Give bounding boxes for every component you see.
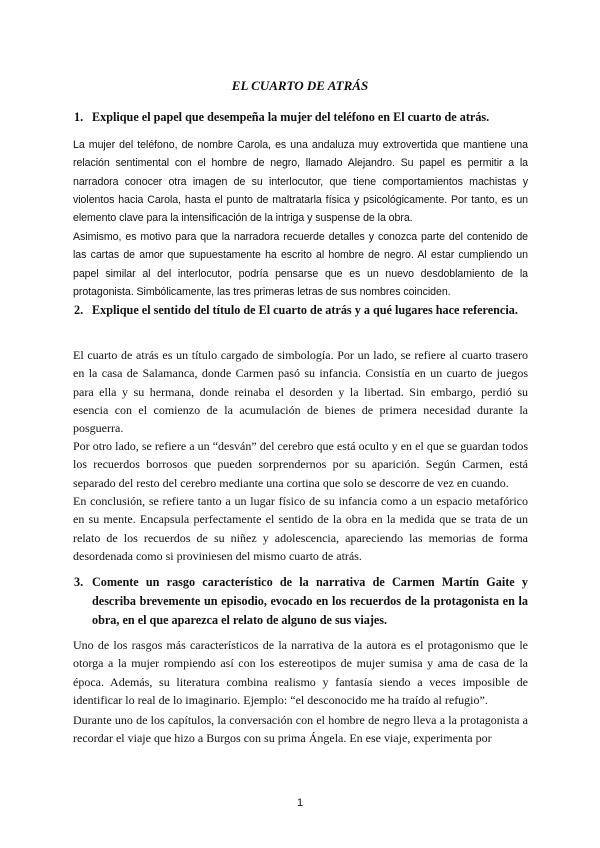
question-3-text: Comente un rasgo característico de la narrativa de Carmen Martín Gaite y describa brevemente un episodio, evocado en los recuerdos de la protagonista en la obra, en el que aparezca el relato de alguno de sus viajes. (92, 575, 528, 627)
question-1-number: 1. (74, 110, 84, 124)
question-3 (74, 573, 528, 630)
paragraph-4: Por otro lado, se refiere a un “desván” del cerebro que está oculto y en el que se guardan todos los recuerdos borrosos que pueden sorprendernos por su aparición. Según Carmen, está separado del resto del cerebro mediante una cortina que solo se descorre de vez en cuando. (73, 439, 528, 490)
paragraph-2: Asimismo, es motivo para que la narradora recuerde detalles y conozca parte del contenido de las cartas de amor que supuestamente ha escrito al hombre de negro. Al estar cumpliendo un papel similar al del interlocutor, podría pensarse que es un nuevo desdoblamiento de la protagonista. Simbólicamente, las tres primeras letras de sus nombres coinciden. (73, 231, 528, 298)
question-2 (74, 301, 528, 320)
paragraph-1: La mujer del teléfono, de nombre Carola, es una andaluza muy extrovertida que mantiene una relación sentimental con el hombre de negro, llamado Alejandro. Su papel es permitir a la narradora conocer otra imagen de su interlocutor, que tiene comportamientos machistas y violentos hacia Carola, hasta el punto de maltratarla física y psicológicamente. Por tanto, es un elemento clave para la intensificación de la intriga y suspense de la obra. (73, 139, 528, 225)
question-2-number: 2. (74, 303, 84, 317)
paragraph-3: El cuarto de atrás es un título cargado de simbología. Por un lado, se refiere al cuarto trasero en la casa de Salamanca, donde Carmen pasó su infancia. Consistía en un cuarto de juegos para ella y su hermana, donde reinaba el desorden y la libertad. Sin embargo, perdió su esencia con el comienzo de la acumulación de bienes de primera necesidad durante la posguerra. (73, 348, 528, 436)
paragraph-5: En conclusión, se refiere tanto a un lugar físico de su infancia como a un espacio metafórico en su mente. Encapsula perfectamente el sentido de la obra en la medida que se trata de un relato de los recuerdos de su niñez y adolescencia, apareciendo las memorias de forma desordenada como si proviniesen del mismo cuarto de atrás. (73, 494, 528, 563)
paragraph-6: Uno de los rasgos más característicos de la narrativa de la autora es el protagonismo que le otorga a la mujer rompiendo así con los estereotipos de mujer sumisa y ama de casa de la época. Además, su literatura combina realismo y fantasía siendo a veces imposible de identificar lo real de lo imaginario. Ejemplo: “el desconocido me ha traído al refugio”. (73, 638, 528, 707)
question-1 (74, 108, 528, 127)
question-1-text: Explique el papel que desempeña la mujer del teléfono en El cuarto de atrás. (92, 110, 490, 124)
question-3-number: 3. (74, 575, 84, 589)
paragraph-7: Durante uno de los capítulos, la conversación con el hombre de negro lleva a la protagonista a recordar el viaje que hizo a Burgos con su prima Ángela. En ese viaje, experimenta por (73, 713, 528, 746)
page-number: 1 (296, 797, 304, 809)
document-title: EL CUARTO DE ATRÁS (231, 78, 369, 93)
question-2-text: Explique el sentido del título de El cuarto de atrás y a qué lugares hace referencia. (92, 303, 518, 317)
